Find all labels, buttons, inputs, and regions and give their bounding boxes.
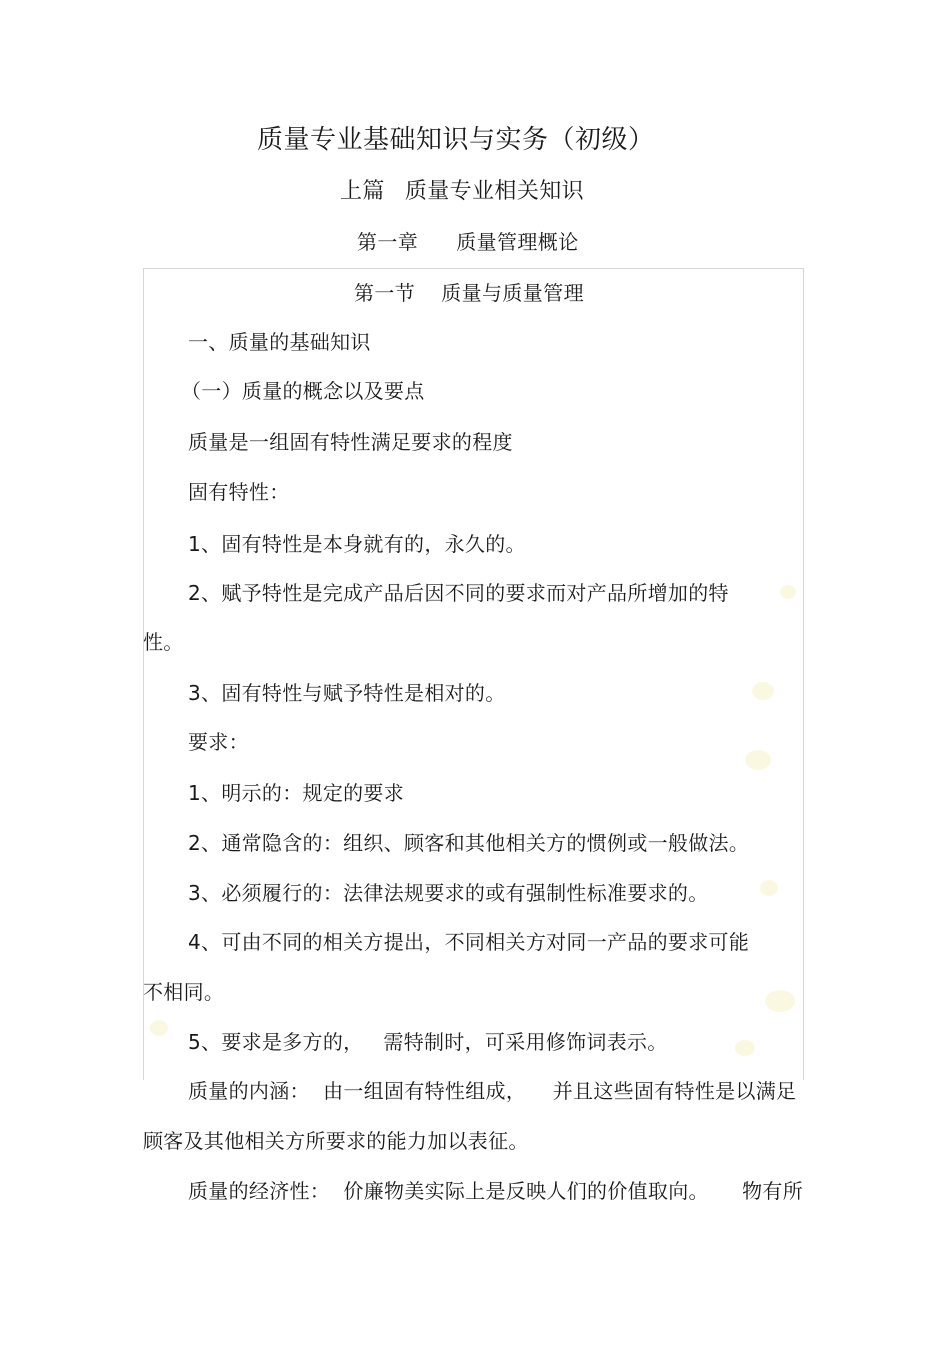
part-name: 质量专业相关知识 [404, 179, 585, 204]
requirement-item: 3、必须履行的：法律法规要求的或有强制性标准要求的。 [188, 881, 709, 905]
requirement-item: 5、要求是多方的， 需特制时，可采用修饰词表示。 [188, 1030, 668, 1054]
connotation-paragraph-continuation: 顾客及其他相关方所要求的能力加以表征。 [143, 1129, 529, 1153]
requirement-label: 要求： [188, 730, 249, 754]
chapter-label: 第一章 [357, 230, 419, 254]
requirement-item: 4、可由不同的相关方提出，不同相关方对同一产品的要求可能 [188, 930, 750, 954]
connotation-paragraph: 质量的内涵： 由一组固有特性组成， 并且这些固有特性是以满足 [188, 1079, 797, 1103]
part-label: 上篇 [340, 179, 385, 204]
section-heading [354, 280, 584, 306]
inherent-item: 2、赋予特性是完成产品后因不同的要求而对产品所增加的特 [188, 581, 729, 605]
inherent-label: 固有特性： [188, 480, 290, 504]
part-heading [340, 178, 584, 206]
section-label: 第一节 [354, 281, 416, 305]
definition-text: 质量是一组固有特性满足要求的程度 [188, 430, 513, 454]
requirement-item: 1、明示的：规定的要求 [188, 781, 405, 805]
heading-level1: 一、质量的基础知识 [188, 330, 371, 354]
inherent-item-continuation: 性。 [143, 630, 184, 654]
heading-level2: （一）质量的概念以及要点 [181, 379, 425, 403]
chapter-heading [357, 229, 579, 255]
requirement-item-continuation: 不相同。 [143, 980, 225, 1004]
inherent-item: 1、固有特性是本身就有的，永久的。 [188, 532, 526, 556]
requirement-item: 2、通常隐含的：组织、顾客和其他相关方的惯例或一般做法。 [188, 831, 750, 855]
document-title: 质量专业基础知识与实务（初级） [257, 125, 655, 155]
section-name: 质量与质量管理 [441, 281, 585, 305]
economy-paragraph: 质量的经济性： 价廉物美实际上是反映人们的价值取向。 物有所 [188, 1179, 804, 1203]
chapter-name: 质量管理概论 [456, 230, 579, 254]
inherent-item: 3、固有特性与赋予特性是相对的。 [188, 681, 506, 705]
